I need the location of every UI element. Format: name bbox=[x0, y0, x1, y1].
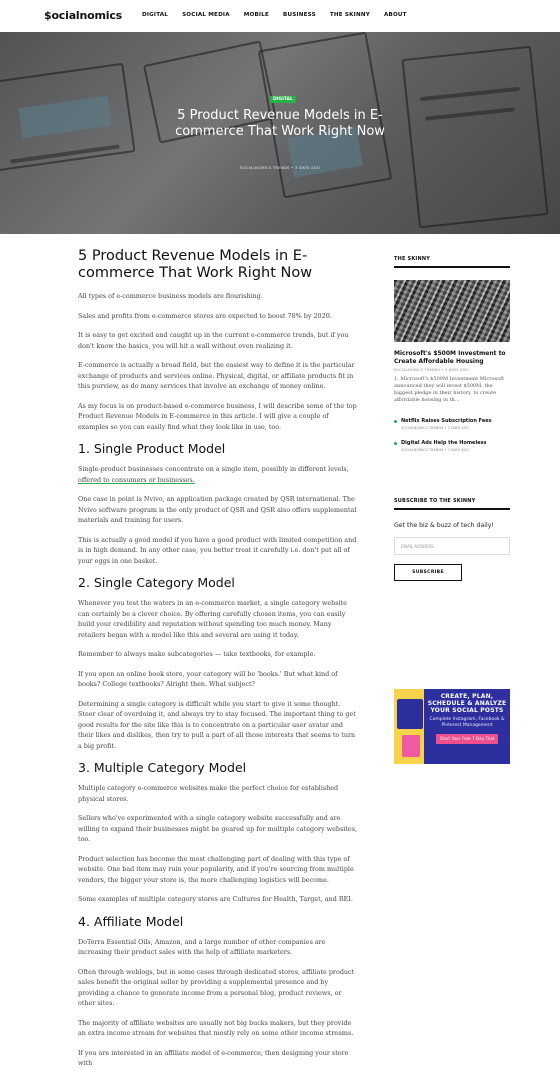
paragraph bbox=[78, 464, 358, 485]
nav-business[interactable]: BUSINESS bbox=[283, 12, 316, 18]
paragraph: DoTerra Essential Oils, Amazon, and a large number of other companies are increasing their product sales with the help of affiliate marketers. bbox=[78, 937, 326, 956]
nav-social-media[interactable]: SOCIAL MEDIA bbox=[182, 12, 230, 18]
paragraph: Often through weblogs, but in some cases through dedicated stores, affiliate product sales benefit the original seller by providing a supplemental presence and by providing a chance to generate income from a personal blog, product reviews, or other sites. bbox=[78, 967, 355, 1007]
skinny-item-title[interactable]: Netflix Raises Subscription Fees bbox=[401, 418, 492, 424]
ad-cta-button[interactable]: Start Your Free 7 Day Trial bbox=[436, 734, 498, 744]
section-heading: 4. Affiliate Model bbox=[78, 913, 184, 929]
paragraph: It is easy to get excited and caught up in the current e-commerce trends, but if you don't know the basics, you will hit a wall without even realizing it. bbox=[78, 331, 349, 350]
paragraph: Multiple category e-commerce websites make the perfect choice for established physical stores. bbox=[78, 784, 339, 803]
hero-meta: SOCIALNOMICS TRENDS • 3 DAYS AGO bbox=[239, 165, 321, 170]
skinny-item-meta: SOCIALNOMICS TRENDS • 3 DAYS AGO bbox=[401, 426, 469, 430]
feature-thumbnail[interactable] bbox=[394, 280, 510, 342]
inline-link[interactable]: offered to consumers or businesses. bbox=[78, 475, 195, 484]
skinny-list-item[interactable] bbox=[394, 440, 510, 452]
feature-excerpt: 1. Microsoft's $500M Investment Microsoft announced they will invest $500M, the biggest pledge in their history, to create affordable housing in th... bbox=[394, 376, 505, 403]
section-heading: 2. Single Category Model bbox=[78, 575, 235, 590]
feature-meta: SOCIALNOMICS TRENDS • 3 DAYS AGO bbox=[394, 368, 469, 372]
ad-headline: CREATE, PLAN, SCHEDULE & ANALYZE YOUR SOCIAL POSTS bbox=[427, 693, 507, 714]
feature-title[interactable]: Microsoft's $500M Investment to Create Affordable Housing bbox=[394, 350, 506, 365]
paragraph: Sellers who've experimented with a single category website successfully and are willing to expand their businesses might be geared up for multiple category websites, too. bbox=[78, 814, 358, 843]
subscribe-button[interactable]: SUBSCRIBE bbox=[394, 564, 462, 581]
section-heading: 3. Multiple Category Model bbox=[78, 760, 247, 775]
skinny-list-item[interactable] bbox=[394, 418, 510, 430]
nav-the-skinny[interactable]: THE SKINNY bbox=[329, 12, 370, 18]
hero-banner bbox=[0, 32, 560, 234]
sidebar-ad[interactable] bbox=[394, 689, 510, 764]
subscribe-tagline: Get the biz & buzz of tech daily! bbox=[394, 522, 494, 529]
article-body bbox=[78, 248, 358, 1078]
hero-title: 5 Product Revenue Models in E-commerce That Work Right Now bbox=[175, 108, 385, 139]
paragraph: Determining a single category is difficult while you start to give it some thought. Steer clear of overdoing it, and always try to stay focused. The important thing to get good results for the site like this is to concentrate on a particular user avatar and their likes and dislikes, then try to pull a part of all those interests that seems to turn a big profit. bbox=[78, 699, 356, 750]
paragraph: If you open an online book store, your category will be 'books.' But what kind of books? College textbooks? Alright then. What subject? bbox=[78, 669, 338, 688]
category-badge[interactable]: DIGITAL bbox=[270, 96, 296, 103]
paragraph: E-commerce is actually a broad field, but the easiest way to define it is the particular exchange of products and services online. Physical, digital, or affiliate products fit in this purview, as do many services that involve an exchange of money online. bbox=[78, 361, 355, 390]
paragraph: Some examples of multiple category stores are Cultures for Health, Target, and REI. bbox=[78, 895, 353, 903]
nav-about[interactable]: ABOUT bbox=[383, 12, 407, 18]
paragraph: All types of e-commerce business models are flourishing. bbox=[78, 292, 263, 300]
paragraph: The majority of affiliate websites are usually not big bucks makers, but they provide an extra income stream for websites that mostly rely on some other income streams. bbox=[78, 1018, 354, 1037]
paragraph-text: Single-product businesses concentrate on a single item, possibly in different levels, bbox=[78, 465, 349, 473]
bullet-icon bbox=[394, 442, 397, 445]
paragraph: Remember to always make subcategories — take textbooks, for example. bbox=[78, 650, 316, 658]
paragraph: Product selection has become the most challenging part of dealing with this type of website. One bad item may ruin your popularity, and if you're sourcing from multiple vendors, the bigger your store is, the more challenging logistics will become. bbox=[78, 854, 354, 884]
skinny-item-title[interactable]: Digital Ads Help the Homeless bbox=[401, 440, 487, 446]
skinny-item-meta: SOCIALNOMICS TRENDS • 7 DAYS AGO bbox=[401, 448, 469, 452]
site-header bbox=[0, 0, 560, 32]
skinny-item-content bbox=[401, 440, 487, 452]
ad-subtext: Complete Instagram, Facebook & Pinterest Management bbox=[429, 717, 505, 728]
subscribe-heading: SUBSCRIBE TO THE SKINNY bbox=[394, 498, 510, 510]
ad-illustration bbox=[394, 689, 428, 764]
sidebar bbox=[394, 256, 510, 581]
nav-mobile[interactable]: MOBILE bbox=[243, 12, 269, 18]
paragraph: Whenever you test the waters in an e-commerce market, a single category website can certainly be a clever choice. By offering carefully chosen items, you can easily build your credibility and reputation without spending too much money. Many retailers began with a model like this and several are using it today. bbox=[78, 599, 347, 639]
article-title: 5 Product Revenue Models in E-commerce That Work Right Now bbox=[78, 248, 313, 281]
nav-digital[interactable]: DIGITAL bbox=[142, 12, 169, 18]
skinny-heading: THE SKINNY bbox=[394, 256, 510, 268]
paragraph: Sales and profits from e-commerce stores are expected to boost 78% by 2020. bbox=[78, 311, 332, 320]
section-heading: 1. Single Product Model bbox=[78, 441, 226, 456]
paragraph: If you are interested in an affiliate model of e-commerce, then designing your store with bbox=[78, 1048, 349, 1067]
ad-content bbox=[424, 689, 510, 764]
bullet-icon bbox=[394, 420, 397, 423]
paragraph: One case in point is Nvivo, an application package created by QSR international. The Nvivo software program is the only product of QSR and QSR also offers supplemental materials and training for users. bbox=[78, 495, 357, 524]
email-input[interactable]: EMAIL ADDRESS bbox=[394, 537, 510, 555]
paragraph: This is actually a good model if you have a good product with limited competition and is in high demand. In any other case, you better treat it carefully i.e. don't put all of your eggs in one basket. bbox=[78, 535, 357, 565]
skinny-item-content bbox=[401, 418, 492, 430]
main-nav bbox=[142, 12, 421, 18]
paragraph: As my focus is on product-based e-commerce business, I will describe some of the top Product Revenue Models in E-commerce in this article. I will give a couple of examples so you can easily find what they look like in use, too. bbox=[78, 401, 357, 431]
site-logo[interactable]: $ocialnomics bbox=[44, 9, 122, 22]
